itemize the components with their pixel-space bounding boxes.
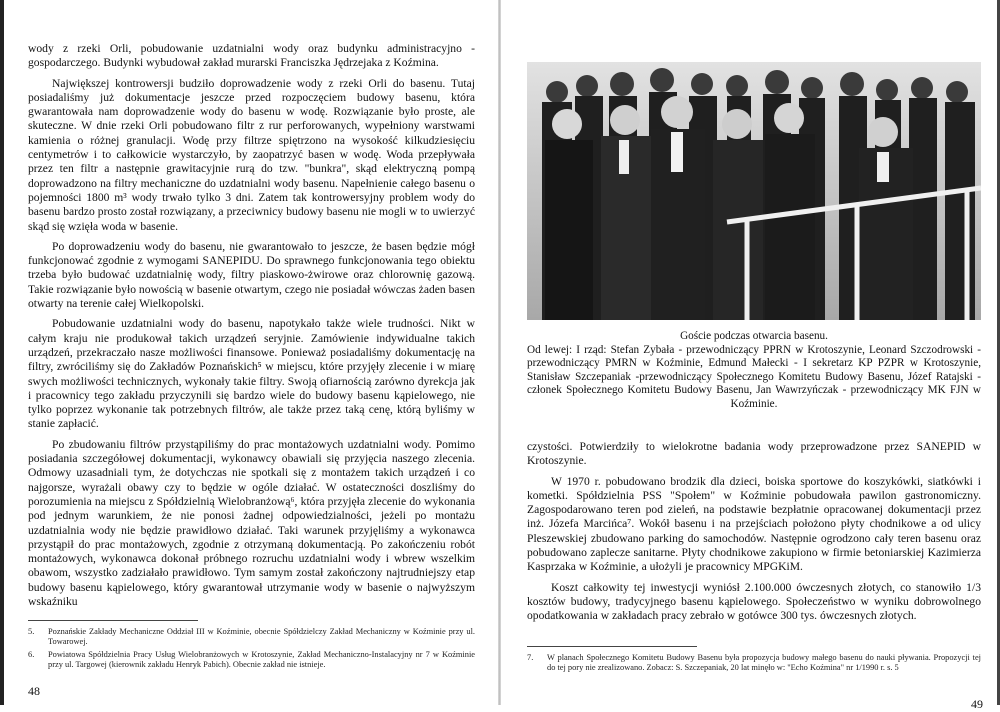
footnote-number: 5.	[28, 627, 35, 636]
right-paragraph-2: W 1970 r. pobudowano brodzik dla dzieci, boiska sportowe do koszykówki, siatkówki i kometki. Spółdzielnia PSS "Społem" w Koźminie pobudowała pawilon gastronomiczny. Zagospodarowano teren pod zieleń, na podstawie bezpłatnie opracowanej dokumentacji przez inż. Józefa Marcińca⁷. Wokół basenu i na przejściach położono płyty chodnikowe a od ulicy Pleszewskiej zbudowano parking do samochodów. Następnie ogrodzono cały teren basenu oraz pobudowano zaplecze sanitarne. Płyty chodnikowe zakupiono w firmie betoniarskiej Kazimierza Kasprzaka w Koźminie, a ułożyli je pracownicy MPGKiM.	[527, 474, 981, 574]
left-paragraph-5: Po zbudowaniu filtrów przystąpiliśmy do prac montażowych uzdatnialni wody. Pomimo posiadania szczegółowej dokumentacji, wykonawcy obawiali się przyjęcia naszego zlecenia. Odmowy uzasadniali tym, że dotychczas nie spotkali się z montażem takich urządzeń i co najgorsze, wyrażali obawy czy to będzie w ogóle działać. W ostateczności doszliśmy do porozumienia na miejscu z Spółdzielnią Wielobranżową⁶, która przyjęła zlecenie do wykonania pod jednym warunkiem, że nie ponosi żadnej odpowiedzialności, jeżeli po montażu uzdatnialnia wody nie będzie prawidłowo działać. Taki warunek przyjęliśmy a wykonawca przystąpił do prac montażowych, zgodnie z otrzymaną dokumentacją. Po zakończeniu robót montażowych, wykonawca dokonał próbnego rozruchu uzdatnialni wody i wbrew wszelkim obawom, wszystko zadziałało prawidłowo. Tym samym został zakończony najtrudniejszy etap budowy basenu kąpielowego, który gwarantował utrzymanie wody w basenie o najwyższym wskaźniku	[28, 437, 475, 608]
group-photo-illustration	[527, 62, 981, 320]
footnote-6	[28, 650, 475, 671]
photo-caption	[527, 330, 981, 412]
right-page	[505, 0, 1000, 711]
page-number-left: 48	[28, 684, 40, 698]
footnote-rule	[28, 620, 198, 621]
right-footnotes	[527, 646, 981, 676]
footnote-rule	[527, 646, 697, 647]
left-paragraph-4: Pobudowanie uzdatnialni wody do basenu, napotykało także wiele trudności. Nikt w całym kraju nie produkował takich urządzeń seryjnie. Zamówienie indywidualne takich urządzeń, przekraczało nasze możliwości finansowe. Ponieważ posiadaliśmy dokumentację na filtry, zwróciliśmy się do Zakładów Poznańskich⁵ w miejscu, które przyjęły zlecenie i w miarę swych możliwości technicznych, wykonały takie filtry. Swoją ofiarnością zarówno dyrekcja jak i pracownicy tego zakładu przyczynili się bardzo wiele do budowy basenu kąpielowego, nie tylko poprzez wykonanie tak potrzebnych filtrów, ale także przez taką cenę, którą byliśmy w stanie zapłacić.	[28, 317, 475, 431]
footnote-number: 6.	[28, 649, 35, 659]
right-paragraph-1: czystości. Potwierdziły to wielokrotne badania wody przeprowadzone przez SANEPID w Krotoszynie.	[527, 440, 981, 468]
left-paragraph-1: wody z rzeki Orli, pobudowanie uzdatnialni wody oraz budynku administracyjno - gospodarczego. Budynki wybudował zakład murarski Franciszka Jędrzejaka z Koźmina.	[28, 42, 475, 70]
right-body-text	[527, 440, 981, 630]
group-photo	[527, 62, 981, 320]
footnote-5	[28, 627, 475, 648]
scan-edge-left	[0, 0, 4, 705]
left-paragraph-2: Największej kontrowersji budziło doprowadzenie wody z rzeki Orli do basenu. Tutaj posiadaliśmy już dokumentacje jeszcze przed rozpoczęciem budowy basenu, która gwarantowała nam doprowadzenie wody do basenu w wodę. Rozwiązanie było proste, ale skuteczne. W dnie rzeki Orli pobudowano filtr z rur perforowanych, wypełniony warstwami kamienia o różnej granulacji. Wodę przy filtrze spiętrzono na wysokość kilkudziesięciu centymetrów i to całkowicie wystarczyło, by zaopatrzyć basen w wodę. Woda przepływała przez ten filtr a następnie grawitacyjnie rurą do tzw. "bunkra", skąd elektryczną pompą doprowadzono na filtry mechaniczne do uzdatnialni wody basenu. Napełnienie całego basenu o pojemności 1800 m³ wody trwało tylko 3 dni. Zatem tak kontrowersyjny problem wody do basenu bardzo prosto został rozwiązany, a przeciwnicy budowy basenu nie mogli w to uwierzyć skąd się wzięła woda w basenie.	[28, 76, 475, 233]
left-paragraph-3: Po doprowadzeniu wody do basenu, nie gwarantowało to jeszcze, że basen będzie mógł funkcjonować zgodnie z wymogami SANEPIDU. Do sprawnego funkcjonowania tego obiektu trzeba było budować uzdatnialnię wody, filtry piaskowo-żwirowe oraz chlorownię gazową. Takie rozwiązanie było nowością w basenie otwartym, czego nie posiadał wówczas żaden basen otwarty na terenie całej Wielkopolski.	[28, 239, 475, 311]
left-footnotes	[28, 620, 475, 673]
footnote-number: 7.	[527, 653, 534, 662]
caption-body: Od lewej: I rząd: Stefan Zybała - przewodniczący PPRN w Krotoszynie, Leonard Szczodrowski - przewodniczący PMRN w Koźminie, Edmund Małecki - I sekretarz KP PZPR w Krotoszynie, Stanisław Szczepaniak -przewodniczący Społecznego Komitetu Budowy Basenu, Józef Ratajski - członek Społecznego Komitetu Budowy Basenu, Jan Wawrzyńczak - przewodniczący MK FJN w Koźminie.	[527, 343, 981, 410]
left-page	[10, 0, 495, 705]
left-body-text	[28, 42, 475, 615]
footnote-text: Powiatowa Spółdzielnia Pracy Usług Wielobranżowych w Krotoszynie, Zakład Mechaniczno-Instalacyjny nr 7 w Koźminie przy ul. Targowej (kierownik zakładu Henryk Pabich). Obecnie zakład nie istnieje.	[48, 649, 475, 670]
footnote-text: W planach Społecznego Komitetu Budowy Basenu była propozycja budowy małego basenu do nauki pływania. Propozycji tej do tej pory nie zrealizowano. Zobacz: S. Szczepaniak, 20 lat minęło w: "Echo Koźmina" nr 1/1990 r. s. 5	[547, 653, 981, 673]
book-gutter	[498, 0, 501, 705]
right-paragraph-3: Koszt całkowity tej inwestycji wyniósł 2.100.000 ówczesnych złotych, co stanowiło 1/3 kosztów budowy, tradycyjnego basenu kąpielowego. Społeczeństwo w wyniku dobrowolnego opodatkowania w zakładach pracy zebrało w gotówce 300 tys. ówczesnych złotych.	[527, 580, 981, 623]
footnote-text: Poznańskie Zakłady Mechaniczne Oddział III w Koźminie, obecnie Spółdzielczy Zakład Mechaniczny w Koźminie przy ul. Towarowej.	[48, 627, 475, 647]
caption-title: Goście podczas otwarcia basenu.	[680, 330, 828, 342]
footnote-7	[527, 653, 981, 674]
page-number-right: 49	[971, 697, 983, 711]
